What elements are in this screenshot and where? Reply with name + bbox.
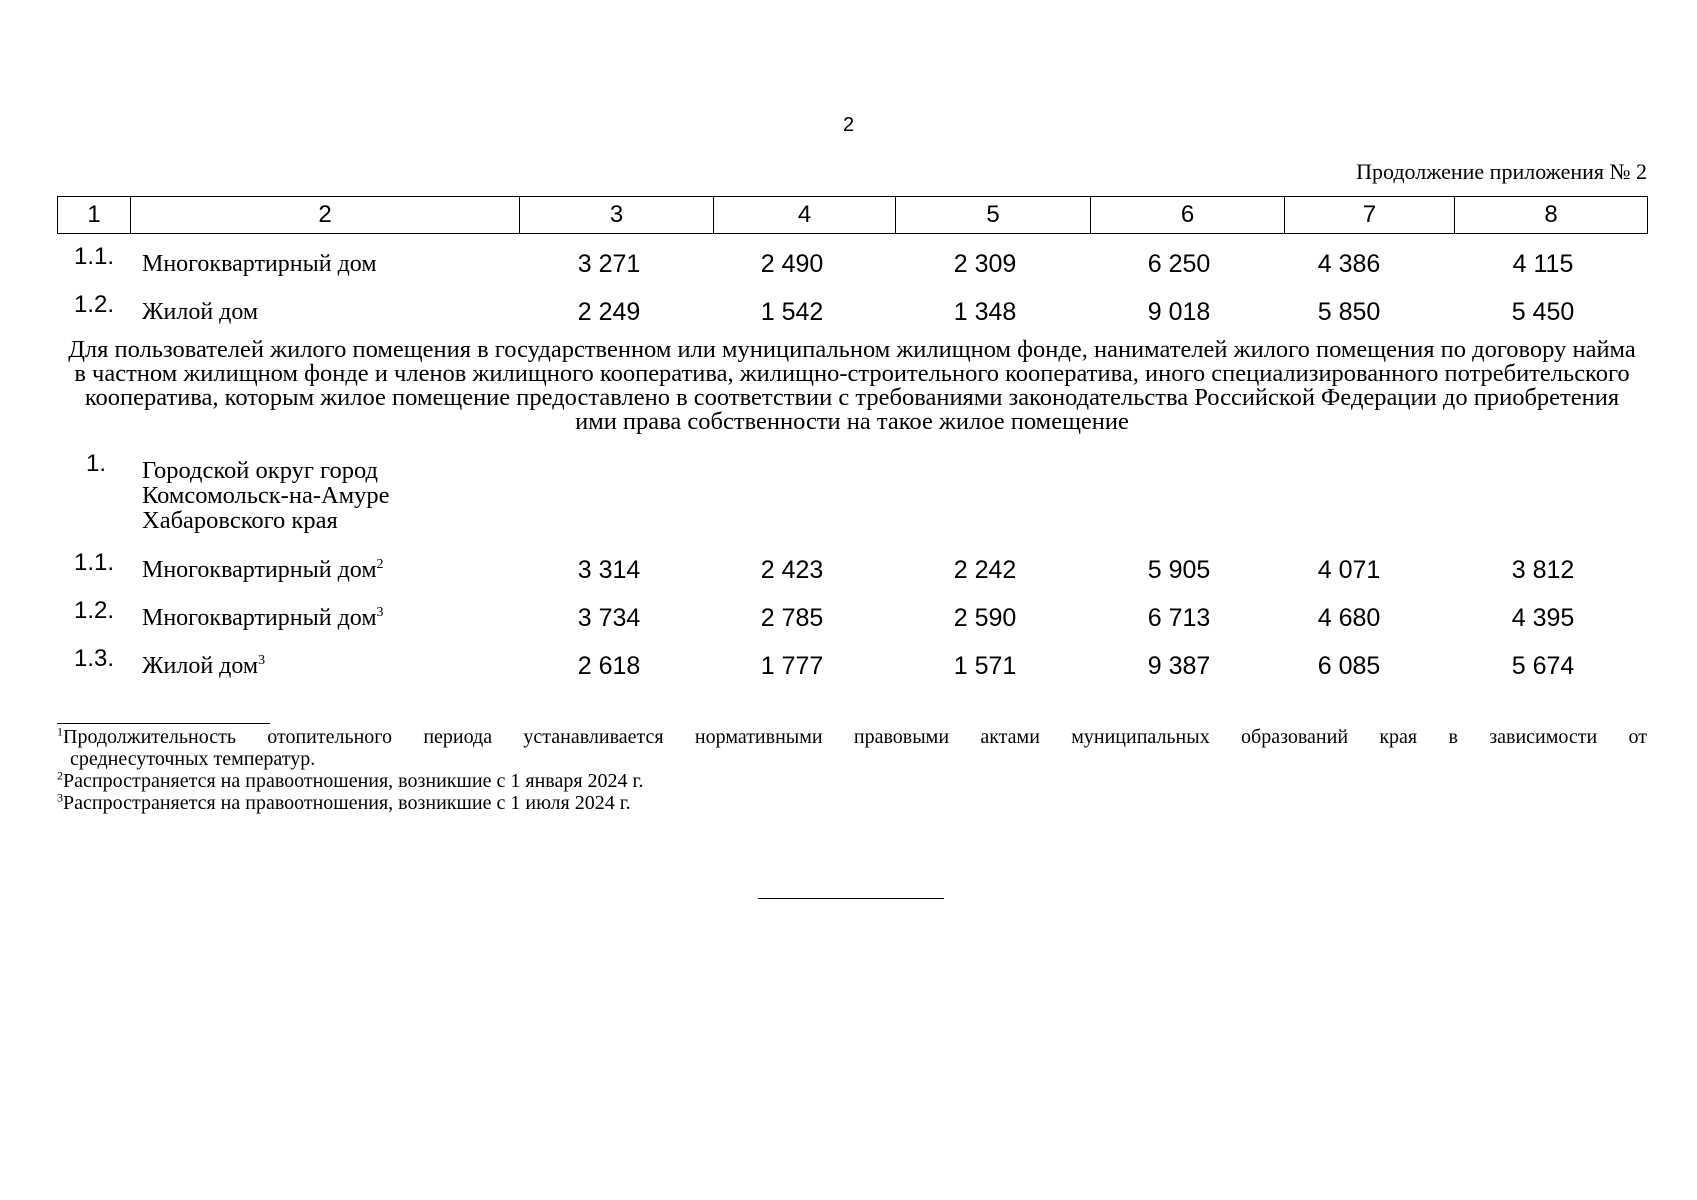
footnote-text: Распространяется на правоотношения, возникшие с 1 января 2024 г. (63, 770, 644, 792)
row-name (142, 605, 384, 632)
row-value: 3 314 (577, 556, 641, 584)
row-value: 3 271 (577, 250, 641, 278)
row-value: 3 734 (577, 604, 641, 632)
column-number-header (57, 196, 1648, 234)
table-row (0, 645, 1697, 687)
district-number: 1. (86, 450, 107, 477)
row-name (142, 653, 265, 680)
footnote-text: Распространяется на правоотношения, возникшие с 1 июля 2024 г. (63, 792, 631, 814)
section-heading: Для пользователей жилого помещения в государственном или муниципальном жилищном фонде, нанимателей жилого помещения по договору найма в частном жилищном фонде и членов жилищного кооператива, жилищно-строительного кооператива, иного специализированного потребительского кооператива, которым жилое помещение предоставлено в соответствии с требованиями законодательства Российской Федерации до приобретения ими права собственности на такое жилое помещение (68, 336, 1636, 435)
row-name-text: Многоквартирный дом (142, 605, 377, 631)
page-number: 2 (842, 114, 855, 136)
row-value: 5 850 (1317, 298, 1381, 326)
row-value: 6 085 (1317, 652, 1381, 680)
footnote-ref: 3 (258, 653, 266, 668)
row-value: 2 590 (953, 604, 1017, 632)
column-number: 7 (1285, 197, 1455, 234)
column-number: 6 (1091, 197, 1285, 234)
column-number: 4 (714, 197, 896, 234)
end-rule (758, 898, 944, 899)
column-number: 8 (1455, 197, 1648, 234)
row-number: 1.2. (74, 291, 115, 318)
row-value: 2 785 (760, 604, 824, 632)
row-value: 2 249 (577, 298, 641, 326)
district-name-line: Комсомольск-на-Амуре (142, 482, 390, 509)
district-name-line: Хабаровского края (142, 507, 338, 534)
row-value: 1 777 (760, 652, 824, 680)
continuation-label: Продолжение приложения № 2 (1356, 159, 1647, 184)
row-value: 6 713 (1147, 604, 1211, 632)
footnote-mark: 3 (57, 790, 63, 805)
footnotes (57, 726, 1647, 814)
row-number: 1.2. (74, 597, 115, 624)
row-value: 1 348 (953, 298, 1017, 326)
row-value: 5 450 (1511, 298, 1575, 326)
row-value: 4 386 (1317, 250, 1381, 278)
footnote-mark: 1 (57, 724, 63, 739)
column-number: 3 (520, 197, 714, 234)
row-value: 5 674 (1511, 652, 1575, 680)
footnote-1-continuation: среднесуточных температур. (70, 748, 316, 770)
row-value: 9 387 (1147, 652, 1211, 680)
row-name-text: Многоквартирный дом (142, 557, 377, 583)
row-value: 2 242 (953, 556, 1017, 584)
column-number: 2 (131, 197, 520, 234)
row-name (142, 557, 384, 584)
footnote-1 (57, 726, 1647, 748)
district-name (142, 458, 390, 533)
footnote-mark: 2 (57, 768, 63, 783)
row-number: 1.1. (74, 549, 115, 576)
row-value: 4 680 (1317, 604, 1381, 632)
footnote-separator (57, 723, 270, 724)
row-value: 2 423 (760, 556, 824, 584)
footnote-ref: 2 (376, 557, 384, 572)
row-value: 2 618 (577, 652, 641, 680)
footnote-2 (57, 770, 1647, 792)
row-value: 1 571 (953, 652, 1017, 680)
row-value: 5 905 (1147, 556, 1211, 584)
row-value: 1 542 (760, 298, 824, 326)
row-name: Жилой дом (142, 299, 259, 325)
row-value: 9 018 (1147, 298, 1211, 326)
row-value: 4 115 (1512, 250, 1574, 278)
row-number: 1.3. (74, 645, 115, 672)
row-number: 1.1. (74, 243, 115, 270)
row-name-text: Жилой дом (142, 653, 259, 679)
row-value: 6 250 (1147, 250, 1211, 278)
row-value: 2 490 (760, 250, 824, 278)
footnote-3 (57, 792, 1647, 814)
district-name-line: Городской округ город (142, 457, 378, 484)
row-value: 2 309 (953, 250, 1017, 278)
column-number: 1 (58, 197, 131, 234)
row-name: Многоквартирный дом (142, 251, 377, 277)
column-number: 5 (896, 197, 1091, 234)
table-row (0, 597, 1697, 639)
footnote-ref: 3 (376, 605, 384, 620)
table-row (0, 291, 1697, 333)
row-value: 3 812 (1511, 556, 1575, 584)
row-value: 4 395 (1511, 604, 1575, 632)
row-value: 4 071 (1317, 556, 1381, 584)
table-row (0, 243, 1697, 285)
footnote-text: Продолжительность отопительного периода устанавливается нормативными правовыми актами муниципальных образований края в зависимости от (63, 726, 1647, 748)
table-row (0, 549, 1697, 591)
